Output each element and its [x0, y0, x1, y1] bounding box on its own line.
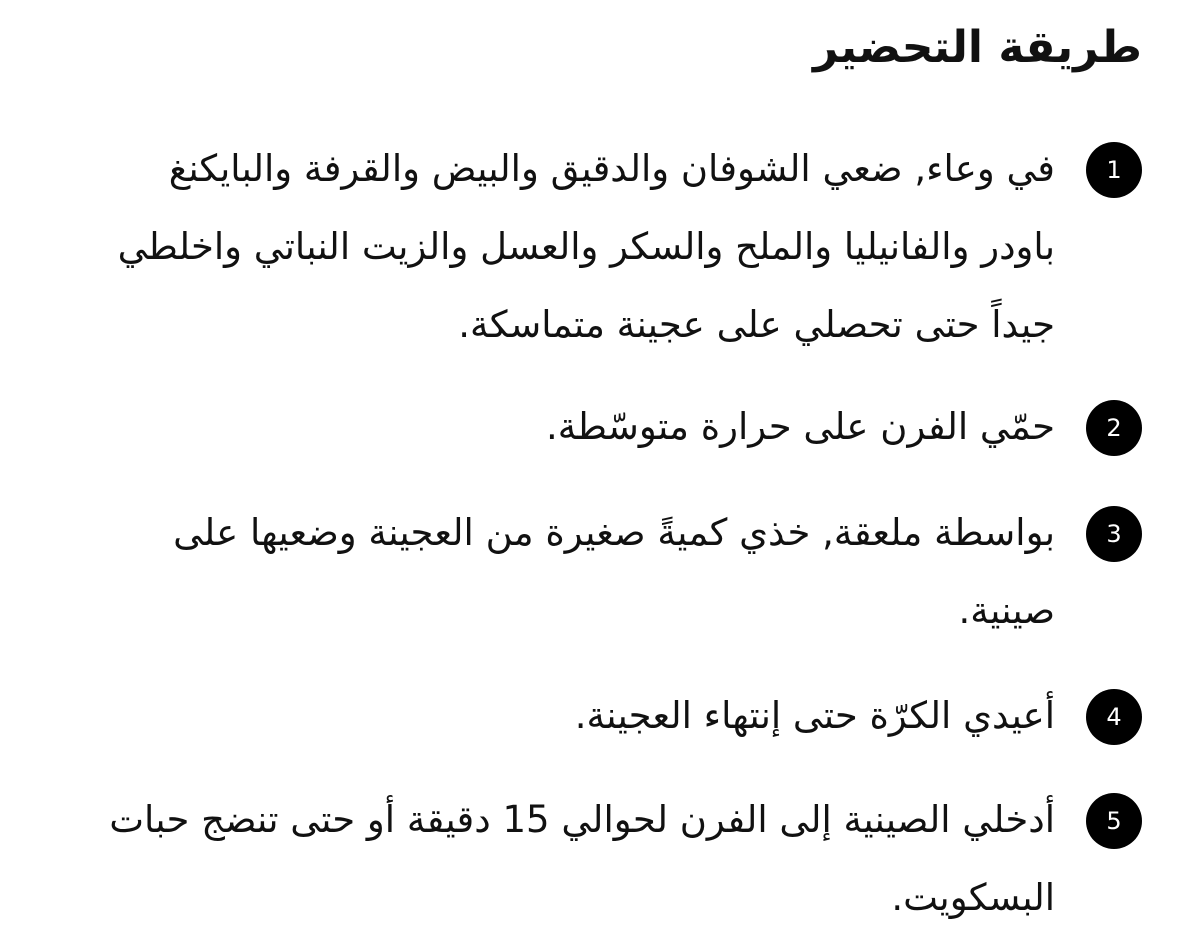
step-number-2: 2: [1086, 400, 1142, 456]
step-text-5: أدخلي الصينية إلى الفرن لحوالي 15 دقيقة أو حتى تنضج حبات البسكويت.: [109, 798, 1055, 919]
step-number-5: 5: [1086, 793, 1142, 849]
step-text-2: حمّي الفرن على حرارة متوسّطة.: [545, 405, 1055, 448]
step-number-4: 4: [1086, 689, 1142, 745]
step-text-4: أعيدي الكرّة حتى إنتهاء العجينة.: [574, 694, 1055, 737]
step-text-3: بواسطة ملعقة, خذي كميةً صغيرة من العجينة وضعيها على صينية.: [173, 511, 1055, 632]
step-text-1: في وعاء, ضعي الشوفان والدقيق والبيض والقرفة والبايكنغ باودر والفانيليا والملح والسكر والعسل والزيت النباتي واخلطي جيداً حتى تحصلي على عجينة متماسكة.: [117, 147, 1055, 346]
step-number-1: 1: [1086, 142, 1142, 198]
section-title: طريقة التحضير: [813, 22, 1142, 73]
step-number-3: 3: [1086, 506, 1142, 562]
